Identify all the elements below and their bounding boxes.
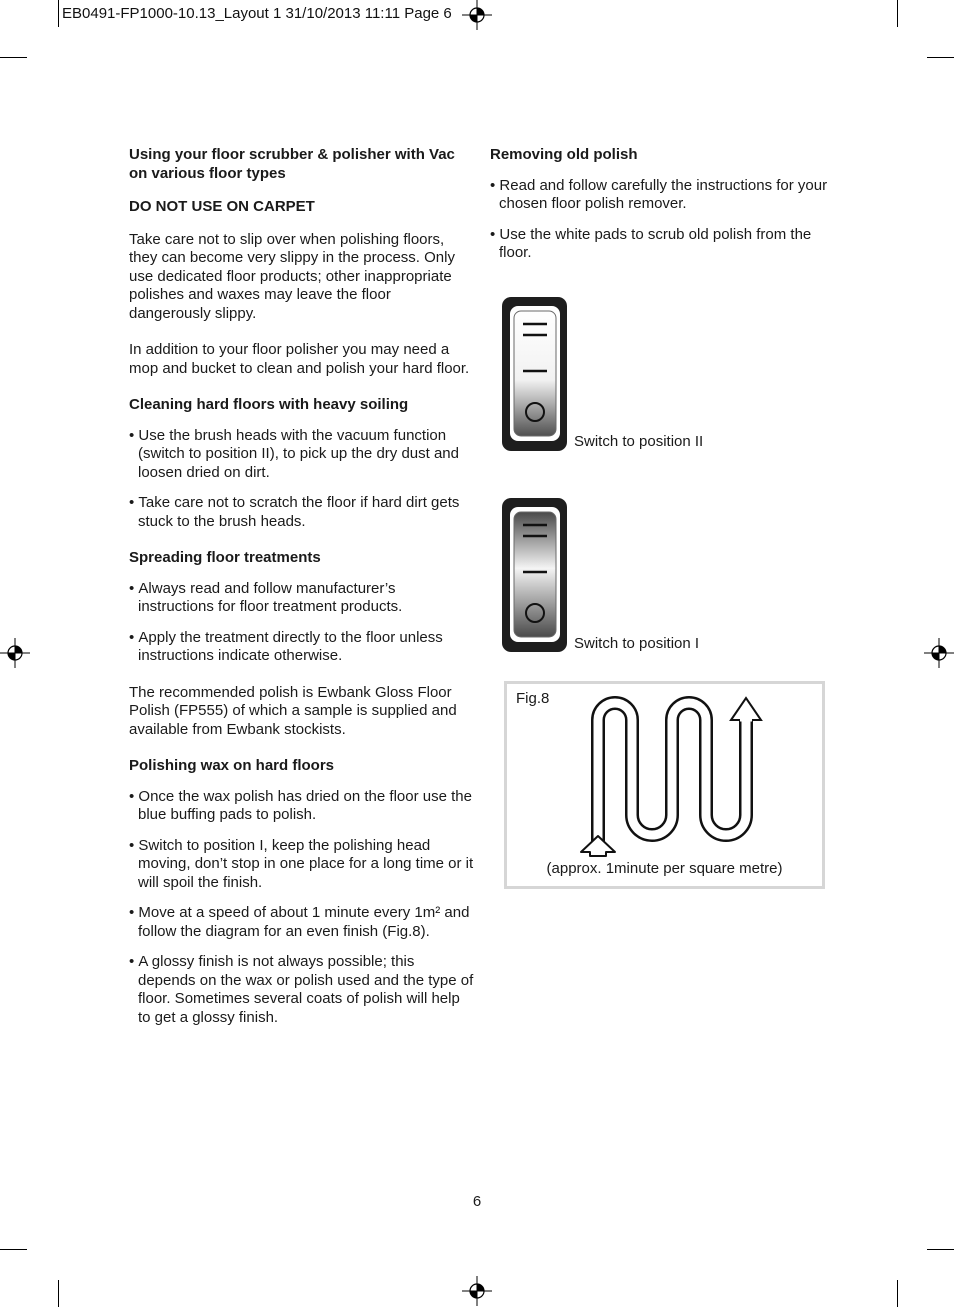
heading-spreading: Spreading floor treatments <box>129 549 321 566</box>
page-number: 6 <box>472 1193 482 1210</box>
list-item: • Use the white pads to scrub old polish from the floor. <box>490 226 830 263</box>
figure-caption: (approx. 1minute per square metre) <box>546 860 783 877</box>
right-column <box>490 146 830 263</box>
carpet-warning: DO NOT USE ON CARPET <box>129 198 315 215</box>
crop-mark <box>0 57 27 58</box>
print-slug: EB0491-FP1000-10.13_Layout 1 31/10/2013 11:11 Page 6 <box>62 5 452 22</box>
figure-8-box <box>504 681 825 889</box>
switch-position-ii-icon <box>502 297 568 452</box>
polishing-path-diagram <box>507 684 822 886</box>
switch-position-ii-label: Switch to position II <box>574 433 704 450</box>
registration-mark-left <box>0 638 30 668</box>
list-item: • Take care not to scratch the floor if hard dirt gets stuck to the brush heads. <box>129 494 474 531</box>
paragraph-mop-bucket: In addition to your floor polisher you may need a mop and bucket to clean and polish your hard floor. <box>129 341 470 377</box>
registration-mark-right <box>924 638 954 668</box>
left-column <box>129 146 474 1027</box>
crop-mark <box>927 57 954 58</box>
heading-cleaning: Cleaning hard floors with heavy soiling <box>129 396 409 413</box>
switch-position-i-label: Switch to position I <box>574 635 700 652</box>
registration-mark-top <box>462 0 492 30</box>
heading-removing: Removing old polish <box>490 146 638 163</box>
heading-polishing: Polishing wax on hard floors <box>129 757 335 774</box>
figure-label: Fig.8 <box>516 690 550 707</box>
list-item: • Read and follow carefully the instructions for your chosen floor polish remover. <box>490 177 830 214</box>
list-item: • Always read and follow manufacturer’s instructions for floor treatment products. <box>129 580 474 617</box>
list-item: • A glossy finish is not always possible; this depends on the wax or polish used and the type of floor. Sometimes several coats of polish will help to get a glossy finish. <box>129 953 474 1027</box>
registration-mark-bottom <box>462 1276 492 1306</box>
paragraph-recommended-polish: The recommended polish is Ewbank Gloss Floor Polish (FP555) of which a sample is supplied and available from Ewbank stockists. <box>129 683 457 738</box>
crop-mark <box>58 1280 59 1307</box>
crop-mark <box>927 1249 954 1250</box>
crop-mark <box>58 0 59 27</box>
crop-mark <box>897 1280 898 1307</box>
crop-mark <box>897 0 898 27</box>
list-item: • Switch to position I, keep the polishing head moving, don’t stop in one place for a long time or it will spoil the finish. <box>129 837 474 893</box>
switch-position-i-icon <box>502 498 568 653</box>
paragraph-slippy: Take care not to slip over when polishing floors, they can become very slippy in the process. Only use dedicated floor products; other inappropriate polishes and waxes may leave the floor dangerously slippy. <box>129 230 455 322</box>
crop-mark <box>0 1249 27 1250</box>
list-item: • Apply the treatment directly to the floor unless instructions indicate otherwise. <box>129 629 474 666</box>
list-item: • Once the wax polish has dried on the floor use the blue buffing pads to polish. <box>129 788 474 825</box>
section-title: Using your floor scrubber & polisher with Vac on various floor types <box>129 146 455 182</box>
list-item: • Use the brush heads with the vacuum function (switch to position II), to pick up the dry dust and loosen dried on dirt. <box>129 427 474 483</box>
list-item: • Move at a speed of about 1 minute every 1m² and follow the diagram for an even finish (Fig.8). <box>129 904 474 941</box>
